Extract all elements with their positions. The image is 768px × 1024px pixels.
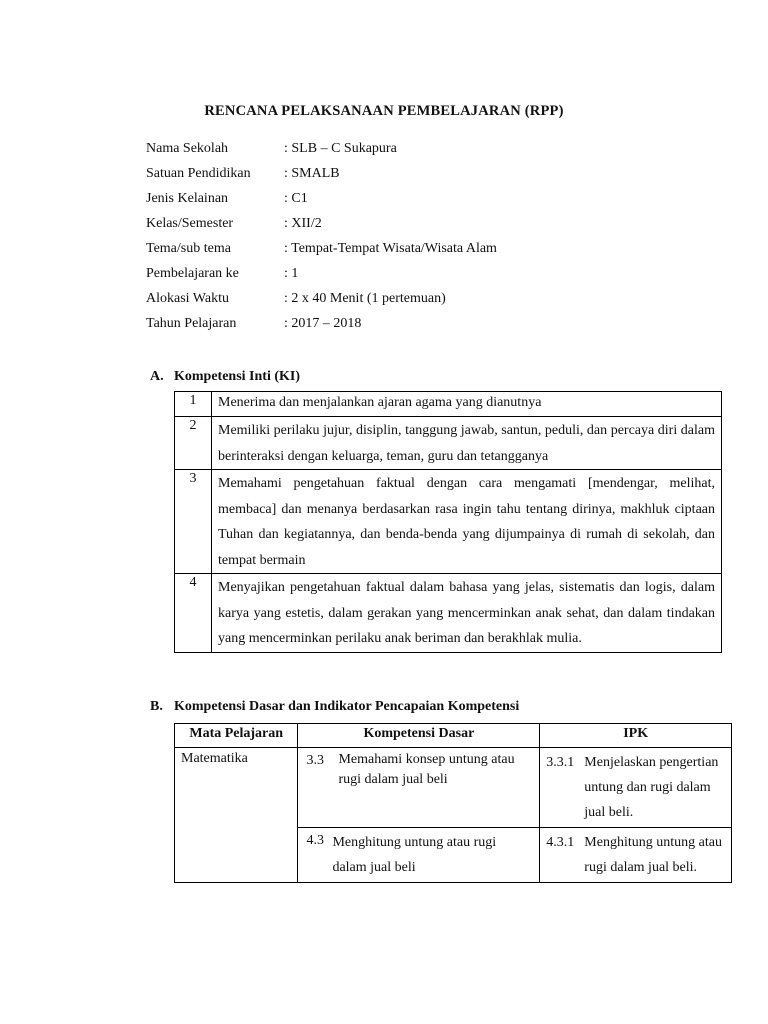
identity-value: : SMALB [284, 166, 340, 181]
ki-text: Memiliki perilaku jujur, disiplin, tanggung jawab, santun, peduli, dan percaya diri dalam berinteraksi dengan keluarga, teman, guru dan tetangganya [212, 417, 722, 470]
identity-label: Kelas/Semester [146, 216, 234, 231]
section-letter: A. [150, 369, 164, 384]
identity-row [146, 264, 706, 289]
table-header-row [175, 724, 732, 748]
kd-number: 4.3 [306, 833, 324, 848]
ki-text: Menerima dan menjalankan ajaran agama yang dianutnya [212, 392, 722, 417]
identity-row [146, 189, 706, 214]
ipk-text: Menghitung untung atau rugi dalam jual beli. [584, 835, 722, 875]
identity-row [146, 164, 706, 189]
column-header: IPK [540, 724, 732, 748]
ki-number: 1 [175, 392, 212, 417]
identity-value: : Tempat-Tempat Wisata/Wisata Alam [284, 241, 497, 256]
identity-label: Pembelajaran ke [146, 266, 239, 281]
kd-text: Memahami konsep untung atau rugi dalam jual beli [338, 752, 515, 787]
column-header: Kompetensi Dasar [298, 724, 540, 748]
section-b-heading [150, 698, 519, 716]
table-row [175, 392, 722, 417]
ipk-number: 3.3.1 [546, 755, 575, 770]
kd-cell [298, 828, 540, 883]
ipk-number: 4.3.1 [546, 835, 575, 850]
table-row [175, 748, 732, 828]
identity-row [146, 214, 706, 239]
identity-row [146, 139, 706, 164]
kd-item [306, 750, 531, 790]
kd-item [306, 830, 531, 880]
mata-pelajaran-cell: Matematika [175, 748, 298, 883]
identity-label: Satuan Pendidikan [146, 166, 251, 181]
identity-label: Jenis Kelainan [146, 191, 229, 206]
column-header: Mata Pelajaran [175, 724, 298, 748]
section-a-heading [150, 368, 300, 386]
kd-number: 3.3 [306, 753, 324, 768]
ki-text: Memahami pengetahuan faktual dengan cara mengamati [mendengar, melihat, membaca] dan menanya berdasarkan rasa ingin tahu tentang dirinya, makhluk ciptaan Tuhan dan kegiatannya, dan benda-benda yang dijumpainya di rumah di sekolah, dan tempat bermain [212, 470, 722, 574]
identity-label: Tahun Pelajaran [146, 316, 237, 331]
identity-row [146, 239, 706, 264]
identity-row [146, 289, 706, 314]
table-row [175, 574, 722, 653]
section-letter: B. [150, 699, 163, 714]
ipk-cell [540, 748, 732, 828]
identity-value: : 2 x 40 Menit (1 pertemuan) [284, 291, 446, 306]
identity-label: Tema/sub tema [146, 241, 231, 256]
document-title: RENCANA PELAKSANAAN PEMBELAJARAN (RPP) [204, 103, 564, 119]
identity-value: : 1 [284, 266, 299, 281]
ki-number: 4 [175, 574, 212, 653]
ipk-cell [540, 828, 732, 883]
identity-value: : C1 [284, 191, 308, 206]
ipk-item [546, 830, 725, 880]
table-row [175, 470, 722, 574]
identity-label: Nama Sekolah [146, 141, 229, 156]
section-title: Kompetensi Dasar dan Indikator Pencapaian Kompetensi [174, 699, 520, 714]
section-title: Kompetensi Inti (KI) [174, 369, 300, 384]
ki-number: 2 [175, 417, 212, 470]
kd-text: Menghitung untung atau rugi dalam jual beli [332, 835, 497, 875]
ipk-item [546, 750, 725, 825]
ki-number: 3 [175, 470, 212, 574]
identity-value: : 2017 – 2018 [284, 316, 362, 331]
identity-value: : SLB – C Sukapura [284, 141, 397, 156]
table-row [175, 417, 722, 470]
identity-block [146, 139, 706, 339]
kompetensi-inti-table [174, 391, 722, 653]
identity-row [146, 314, 706, 339]
kd-cell [298, 748, 540, 828]
identity-value: : XII/2 [284, 216, 322, 231]
ki-text: Menyajikan pengetahuan faktual dalam bahasa yang jelas, sistematis dan logis, dalam karya yang estetis, dalam gerakan yang mencerminkan anak sehat, dan dalam tindakan yang mencerminkan perilaku anak beriman dan berakhlak mulia. [212, 574, 722, 653]
identity-label: Alokasi Waktu [146, 291, 229, 306]
kompetensi-dasar-table [174, 723, 732, 883]
ipk-text: Menjelaskan pengertian untung dan rugi dalam jual beli. [584, 755, 719, 820]
